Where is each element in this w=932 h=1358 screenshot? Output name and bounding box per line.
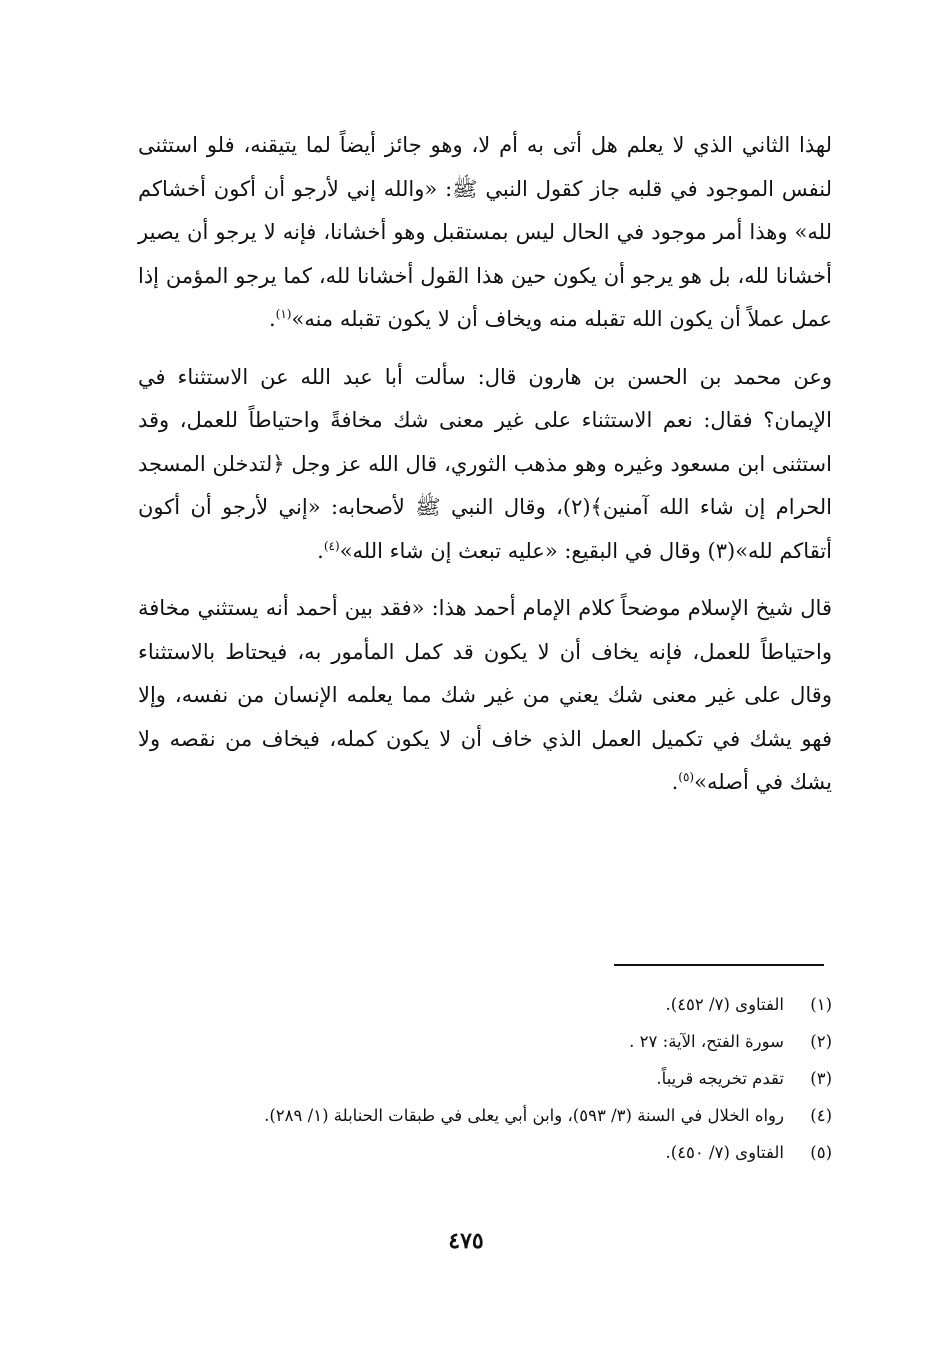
footnote-number: (٤) [810,1106,832,1125]
footnote-item [138,1060,832,1097]
footnote-text: رواه الخلال في السنة (٣/ ٥٩٣)، وابن أبي يعلى في طبقات الحنابلة (١/ ٢٨٩). [264,1106,784,1125]
paragraph-text: قال شيخ الإسلام موضحاً كلام الإمام أحمد هذا: «فقد بين أحمد أنه يستثني مخافة واحتياطاً للعمل، فإنه يخاف أن لا يكون قد كمل المأمور به، فيحتاط بالاستثناء وقال على غير معنى شك يعني من غير شك مما يعلمه الإنسان من نفسه، وإلا فهو يشك في تكميل العمل الذي خاف أن لا يكون كمله، فيخاف من نقصه ولا يشك في أصله» [138,596,832,794]
footnote-ref: (٤) [323,538,340,553]
paragraph-end: . [671,770,679,794]
paragraph-1 [138,124,832,342]
footnote-number: (١) [810,995,832,1014]
paragraph-end: . [317,538,324,563]
page-number: ٤٧٥ [448,1228,484,1254]
paragraph-text: وعن محمد بن الحسن بن هارون قال: سألت أبا عبد الله عن الاستثناء في الإيمان؟ فقال: نعم الاستثناء على غير معنى شك مخافةً واحتياطاً للعمل، وقد استثنى ابن مسعود وغيره وهو مذهب الثوري، قال الله عز وجل ﴿لتدخلن المسجد الحرام إن شاء الله آمنين﴾(٢)، وقال النبي ﷺ لأصحابه: «إني لأرجو أن أكون أتقاكم لله»(٣) وقال في البقيع: «عليه تبعث إن شاء الله» [138,364,832,563]
footnote-item [138,1134,832,1171]
footnote-ref: (٥) [678,770,695,784]
footnote-ref: (١) [275,307,292,321]
paragraph-end: . [268,307,276,331]
footnote-item [138,1097,832,1134]
footnote-text: الفتاوى (٧/ ٤٥٢). [665,995,784,1014]
paragraph-3 [138,587,832,805]
footnote-item [138,986,832,1023]
footnote-separator [614,964,824,966]
footnote-text: سورة الفتح، الآية: ٢٧ . [629,1032,784,1051]
footnote-item [138,1023,832,1060]
footnote-number: (٥) [810,1143,832,1162]
paragraph-2 [138,356,832,574]
main-text [138,124,832,805]
footnote-number: (٢) [810,1032,832,1051]
footnotes [138,986,832,1171]
footnote-text: تقدم تخريجه قريباً. [656,1069,784,1088]
footnote-text: الفتاوى (٧/ ٤٥٠). [665,1143,784,1162]
footnote-number: (٣) [810,1069,832,1088]
paragraph-text: لهذا الثاني الذي لا يعلم هل أتى به أم لا، وهو جائز أيضاً لما يتيقنه، فلو استثنى لنفس الموجود في قلبه جاز كقول النبي ﷺ: «والله إني لأرجو أن أكون أخشاكم لله» وهذا أمر موجود في الحال ليس بمستقبل وهو أخشانا، فإنه لا يرجو أن يصير أخشانا لله، بل هو يرجو أن يكون حين هذا القول أخشانا لله، كما يرجو المؤمن إذا عمل عملاً أن يكون الله تقبله منه ويخاف أن لا يكون تقبله منه» [138,133,832,331]
